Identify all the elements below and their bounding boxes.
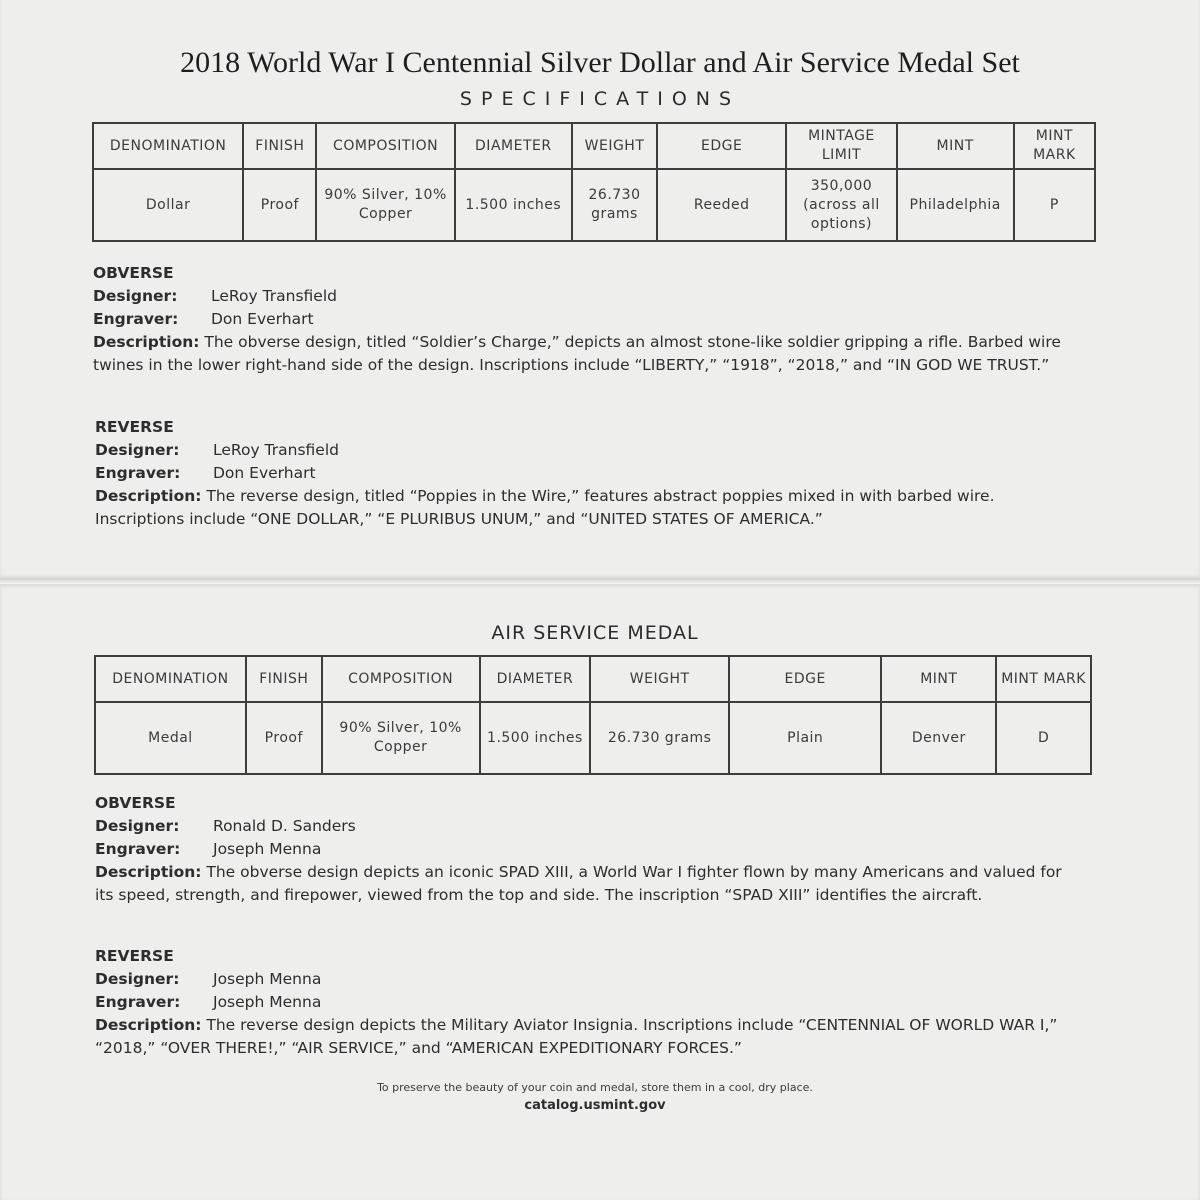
header-mint: MINT xyxy=(881,656,996,702)
cell-mint-mark: D xyxy=(996,702,1091,774)
table-row xyxy=(95,702,1091,774)
designer-value: LeRoy Transfield xyxy=(211,287,337,305)
coin-spec-table xyxy=(92,122,1096,242)
table-row xyxy=(93,169,1095,241)
engraver-value: Joseph Menna xyxy=(213,993,322,1011)
medal-obverse-section xyxy=(95,792,1085,907)
engraver-label: Engraver: xyxy=(95,464,181,482)
section-heading: OBVERSE xyxy=(95,794,176,812)
cell-mint-mark: P xyxy=(1014,169,1095,241)
header-edge: EDGE xyxy=(729,656,881,702)
table-header-row xyxy=(93,123,1095,169)
cell-denomination: Dollar xyxy=(93,169,243,241)
table-header-row xyxy=(95,656,1091,702)
coin-reverse-section xyxy=(95,416,1085,531)
description-label: Description: xyxy=(95,487,202,505)
header-denomination: DENOMINATION xyxy=(95,656,246,702)
cell-finish: Proof xyxy=(243,169,316,241)
cell-composition: 90% Silver, 10% Copper xyxy=(322,702,480,774)
description-text: The obverse design depicts an iconic SPAD XIII, a World War I fighter flown by many Americans and valued for its speed, strength, and firepower, viewed from the top and side. The inscription “SPAD XIII” identifies the aircraft. xyxy=(95,863,1062,904)
section-heading: REVERSE xyxy=(95,418,174,436)
header-composition: COMPOSITION xyxy=(316,123,454,169)
engraver-label: Engraver: xyxy=(95,993,181,1011)
cell-mint: Denver xyxy=(881,702,996,774)
section-heading: OBVERSE xyxy=(93,264,174,282)
care-note: To preserve the beauty of your coin and medal, store them in a cool, dry place. xyxy=(377,1081,813,1094)
cell-diameter: 1.500 inches xyxy=(480,702,591,774)
description-text: The reverse design, titled “Poppies in the Wire,” features abstract poppies mixed in with barbed wire. Inscriptions include “ONE DOLLAR,” “E PLURIBUS UNUM,” and “UNITED STATES OF AMERICA.” xyxy=(95,487,995,528)
header-finish: FINISH xyxy=(246,656,322,702)
designer-label: Designer: xyxy=(93,287,178,305)
page-title: 2018 World War I Centennial Silver Dollar and Air Service Medal Set xyxy=(180,46,1020,79)
engraver-label: Engraver: xyxy=(95,840,181,858)
header-mint-mark: MINT MARK xyxy=(996,656,1091,702)
cell-mint: Philadelphia xyxy=(897,169,1014,241)
header-denomination: DENOMINATION xyxy=(93,123,243,169)
specifications-heading: SPECIFICATIONS xyxy=(459,88,741,110)
cell-weight: 26.730 grams xyxy=(572,169,657,241)
header-diameter: DIAMETER xyxy=(455,123,572,169)
designer-value: LeRoy Transfield xyxy=(213,441,339,459)
catalog-url: catalog.usmint.gov xyxy=(524,1098,666,1113)
designer-value: Ronald D. Sanders xyxy=(213,817,356,835)
header-composition: COMPOSITION xyxy=(322,656,480,702)
cell-edge: Plain xyxy=(729,702,881,774)
header-mintage-limit: MINTAGE LIMIT xyxy=(786,123,896,169)
header-mint-mark: MINT MARK xyxy=(1014,123,1095,169)
coin-obverse-section xyxy=(93,262,1083,377)
cell-diameter: 1.500 inches xyxy=(455,169,572,241)
engraver-label: Engraver: xyxy=(93,310,179,328)
cell-composition: 90% Silver, 10% Copper xyxy=(316,169,454,241)
designer-label: Designer: xyxy=(95,970,180,988)
description-text: The obverse design, titled “Soldier’s Charge,” depicts an almost stone-like soldier gripping a rifle. Barbed wire twines in the lower right-hand side of the design. Inscriptions include “LIBERTY,” “1918”, “2018,” and “IN GOD WE TRUST.” xyxy=(93,333,1061,374)
description-label: Description: xyxy=(95,863,202,881)
section-heading: REVERSE xyxy=(95,947,174,965)
header-mint: MINT xyxy=(897,123,1014,169)
header-finish: FINISH xyxy=(243,123,316,169)
cell-edge: Reeded xyxy=(657,169,786,241)
cell-finish: Proof xyxy=(246,702,322,774)
header-edge: EDGE xyxy=(657,123,786,169)
cell-denomination: Medal xyxy=(95,702,246,774)
description-label: Description: xyxy=(95,1016,202,1034)
engraver-value: Joseph Menna xyxy=(213,840,322,858)
designer-label: Designer: xyxy=(95,441,180,459)
medal-spec-table xyxy=(94,655,1092,775)
designer-value: Joseph Menna xyxy=(213,970,322,988)
header-weight: WEIGHT xyxy=(572,123,657,169)
cell-weight: 26.730 grams xyxy=(590,702,729,774)
medal-reverse-section xyxy=(95,945,1085,1060)
header-diameter: DIAMETER xyxy=(480,656,591,702)
medal-heading: AIR SERVICE MEDAL xyxy=(491,622,699,644)
header-weight: WEIGHT xyxy=(590,656,729,702)
description-text: The reverse design depicts the Military Aviator Insignia. Inscriptions include “CENTENNIAL OF WORLD WAR I,” “2018,” “OVER THERE!,” “AIR SERVICE,” and “AMERICAN EXPEDITIONARY FORCES.” xyxy=(95,1016,1058,1057)
engraver-value: Don Everhart xyxy=(213,464,316,482)
cell-mintage-limit: 350,000 (across all options) xyxy=(786,169,896,241)
description-label: Description: xyxy=(93,333,200,351)
designer-label: Designer: xyxy=(95,817,180,835)
engraver-value: Don Everhart xyxy=(211,310,314,328)
